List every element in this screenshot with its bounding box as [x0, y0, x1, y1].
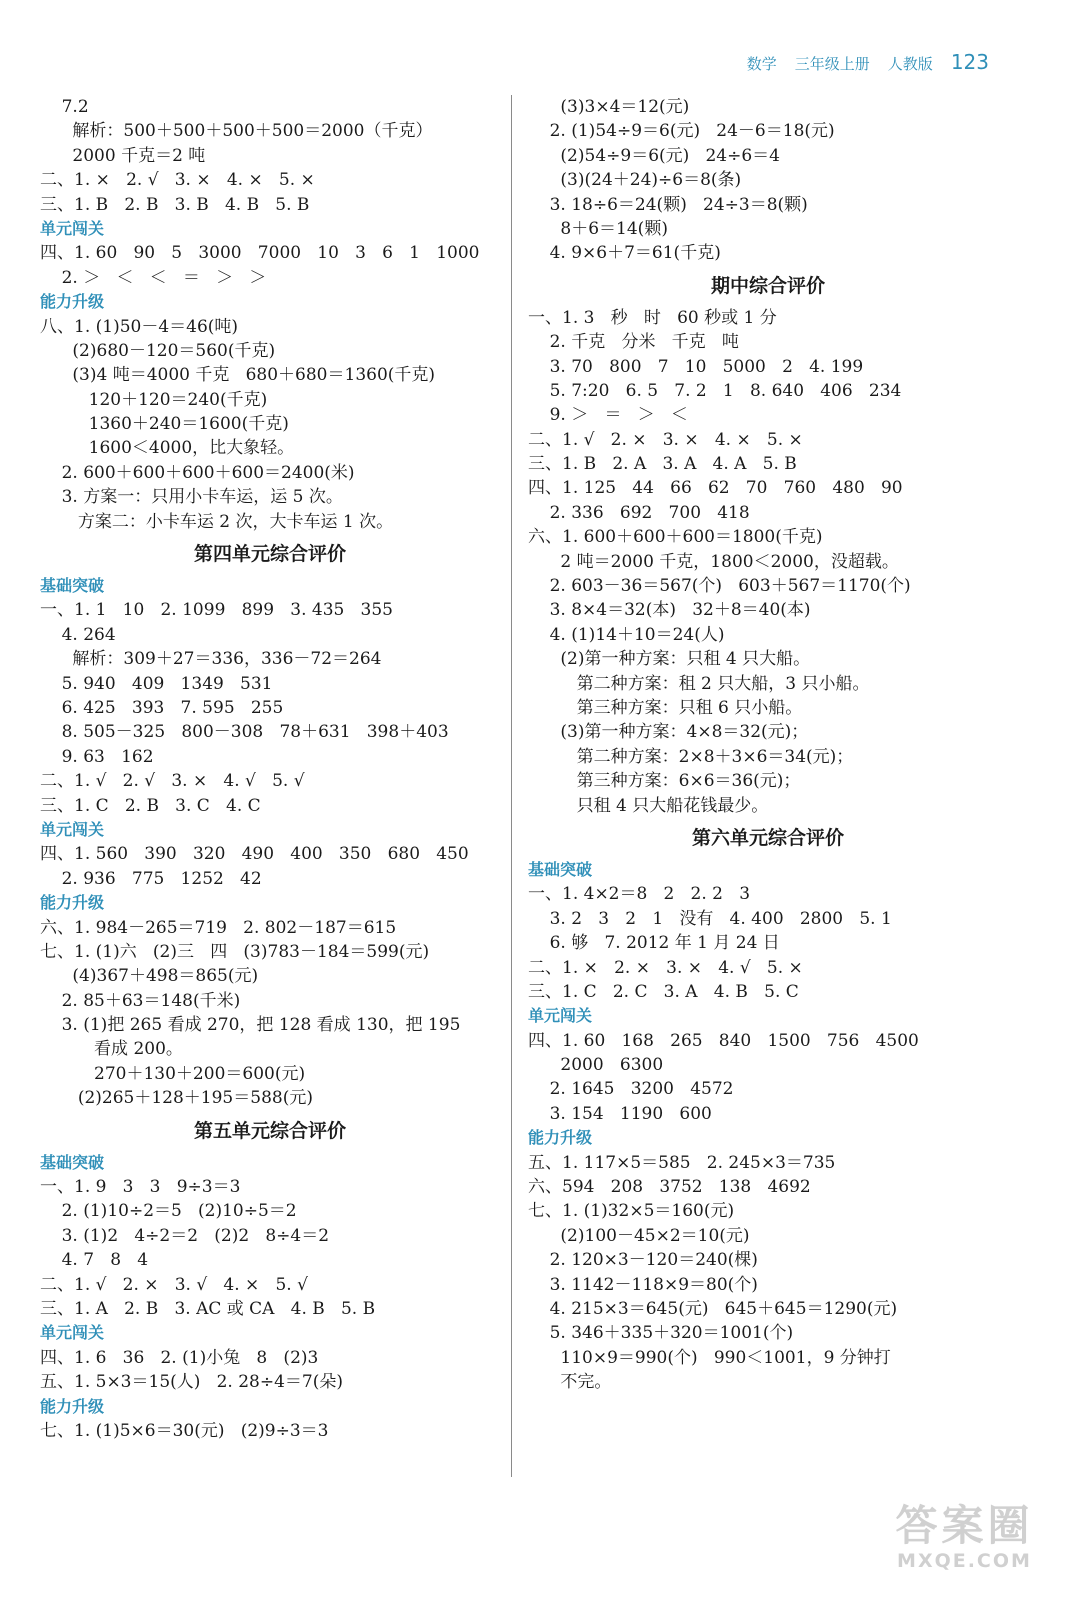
answer-line: 110×9＝990(个) 990＜1001，9 分钟打 [528, 1347, 891, 1368]
answer-line: 七、1. (1)5×6＝30(元) (2)9÷3＝3 [40, 1420, 329, 1441]
subsection-label: 能力升级 [40, 292, 105, 312]
section-title: 第六单元综合评价 [691, 826, 844, 849]
answer-line: 2 吨＝2000 千克，1800＜2000，没超载。 [528, 551, 899, 572]
answer-line: 120＋120＝240(千克) [40, 389, 268, 410]
answer-line: 3. 70 800 7 10 5000 2 4. 199 [528, 356, 864, 377]
answer-line: 9. 63 162 [40, 746, 154, 767]
answer-line: 不完。 [528, 1372, 612, 1393]
answer-line: 二、1. √ 2. × 3. × 4. × 5. × [528, 429, 803, 450]
answer-line: 3. 8×4＝32(本) 32＋8＝40(本) [528, 600, 811, 621]
answer-line: 8＋6＝14(颗) [528, 218, 668, 239]
watermark-text: 答案圈 [895, 1501, 1034, 1550]
answer-line: 一、1. 9 3 3 9÷3＝3 [40, 1177, 241, 1198]
answer-line: 五、1. 117×5＝585 2. 245×3＝735 [528, 1152, 836, 1173]
answer-line: (3)(24＋24)÷6＝8(条) [528, 170, 742, 191]
answer-line: 2. (1)10÷2＝5 (2)10÷5＝2 [40, 1201, 297, 1222]
answer-line: 7.2 [40, 97, 89, 117]
answer-line: 二、1. √ 2. × 3. √ 4. × 5. √ [40, 1274, 308, 1295]
left-column [40, 95, 500, 1443]
answer-line: 三、1. C 2. B 3. C 4. C [40, 795, 261, 816]
answer-line: 四、1. 6 36 2. (1)小兔 8 (2)3 [40, 1347, 319, 1368]
answer-line: 方案二：小卡车运 2 次，大卡车运 1 次。 [40, 511, 394, 532]
answer-line: 第三种方案：6×6＝36(元)； [528, 771, 801, 792]
answer-line: 2. 85＋63＝148(千米) [40, 990, 241, 1011]
answer-line: 七、1. (1)32×5＝160(元) [528, 1201, 735, 1222]
answer-line: 4. 7 8 4 [40, 1250, 149, 1271]
section-title: 期中综合评价 [710, 274, 825, 297]
answer-line: 二、1. × 2. √ 3. × 4. × 5. × [40, 170, 315, 191]
answer-line: 三、1. B 2. A 3. A 4. A 5. B [528, 454, 797, 475]
answer-line: 2. 603－36＝567(个) 603＋567＝1170(个) [528, 576, 911, 597]
subsection-label: 基础突破 [40, 1152, 105, 1172]
answer-line: 4. 9×6＋7＝61(千克) [528, 243, 721, 264]
answer-line: (2)第一种方案：只租 4 只大船。 [528, 649, 811, 670]
answer-line: 四、1. 560 390 320 490 400 350 680 450 [40, 844, 469, 865]
answer-line: 3. 1142－118×9＝80(个) [528, 1274, 758, 1295]
answer-line: 4. (1)14＋10＝24(人) [528, 624, 725, 645]
answer-line: 2000 千克＝2 吨 [40, 145, 206, 166]
answer-line: 第二种方案：2×8＋3×6＝34(元)； [528, 746, 854, 767]
answer-line: 3. (1)2 4÷2＝2 (2)2 8÷4＝2 [40, 1225, 330, 1246]
subsection-label: 单元闯关 [40, 218, 105, 238]
section-title: 第四单元综合评价 [193, 543, 346, 566]
answer-line: 2. 600＋600＋600＋600＝2400(米) [40, 462, 355, 483]
answer-line: 2. ＞ ＜ ＜ ＝ ＞ ＞ [40, 267, 267, 288]
subsection-label: 能力升级 [40, 893, 105, 913]
answer-line: 2. 936 775 1252 42 [40, 868, 262, 889]
section-title: 第五单元综合评价 [193, 1119, 346, 1142]
answer-line: (2)100－45×2＝10(元) [528, 1225, 750, 1246]
answer-line: 七、1. (1)六 (2)三 四 (3)783－184＝599(元) [40, 941, 430, 962]
answer-line: 2. (1)54÷9＝6(元) 24－6＝18(元) [528, 121, 835, 142]
answer-line: (3)3×4＝12(元) [528, 97, 690, 117]
answer-line: 解析：309＋27＝336，336－72＝264 [40, 649, 382, 670]
subject-label: 数学 [746, 55, 777, 73]
answer-line: 3. 方案一：只用小卡车运，运 5 次。 [40, 487, 343, 508]
answer-line: 9. ＞ ＝ ＞ ＜ [528, 405, 688, 426]
answer-line: (3)第一种方案：4×8＝32(元)； [528, 722, 809, 743]
answer-line: (4)367＋498＝865(元) [40, 966, 259, 987]
answer-line: 只租 4 只大船花钱最少。 [528, 795, 769, 816]
watermark-url: MXQE.COM [897, 1550, 1032, 1572]
answer-line: (2)54÷9＝6(元) 24÷6＝4 [528, 145, 780, 166]
answer-line: 2. 千克 分米 千克 吨 [528, 332, 739, 353]
answer-line: 六、1. 984－265＝719 2. 802－187＝615 [40, 917, 397, 938]
answer-line: 八、1. (1)50－4＝46(吨) [40, 316, 239, 337]
answer-line: 1360＋240＝1600(千克) [40, 414, 289, 435]
answer-line: 四、1. 60 90 5 3000 7000 10 3 6 1 1000 [40, 243, 480, 264]
subsection-label: 单元闯关 [528, 1006, 593, 1026]
answer-line: 4. 215×3＝645(元) 645＋645＝1290(元) [528, 1298, 898, 1319]
page-number: 123 [950, 50, 989, 74]
right-column [528, 95, 1008, 1395]
answer-line: 二、1. × 2. × 3. × 4. √ 5. × [528, 957, 803, 978]
subsection-label: 基础突破 [528, 859, 593, 879]
answer-line: 5. 940 409 1349 531 [40, 673, 273, 694]
answer-line: 看成 200。 [40, 1039, 183, 1060]
answer-line: (2)680－120＝560(千克) [40, 340, 276, 361]
answer-line: 8. 505－325 800－308 78＋631 398＋403 [40, 722, 449, 743]
answer-line: 3. 2 3 2 1 没有 4. 400 2800 5. 1 [528, 908, 892, 929]
answer-line: 270＋130＋200＝600(元) [40, 1063, 306, 1084]
answer-line: 三、1. B 2. B 3. B 4. B 5. B [40, 194, 310, 215]
answer-line: 4. 264 [40, 624, 116, 645]
answer-line: 三、1. A 2. B 3. AC 或 CA 4. B 5. B [40, 1298, 376, 1319]
answer-line: 第三种方案：只租 6 只小船。 [528, 697, 803, 718]
column-divider [511, 95, 512, 1477]
answer-line: 一、1. 3 秒 时 60 秒或 1 分 [528, 307, 777, 328]
answer-line: 六、594 208 3752 138 4692 [528, 1177, 811, 1198]
subsection-label: 单元闯关 [40, 819, 105, 839]
answer-line: 2000 6300 [528, 1055, 664, 1076]
answer-line: 3. (1)把 265 看成 270，把 128 看成 130，把 195 [40, 1015, 461, 1036]
answer-line: 一、1. 1 10 2. 1099 899 3. 435 355 [40, 600, 393, 621]
answer-line: 3. 154 1190 600 [528, 1103, 712, 1124]
subsection-label: 能力升级 [40, 1396, 105, 1416]
answer-line: 一、1. 4×2＝8 2 2. 2 3 [528, 884, 751, 905]
answer-line: 三、1. C 2. C 3. A 4. B 5. C [528, 981, 799, 1002]
answer-line: 四、1. 60 168 265 840 1500 756 4500 [528, 1030, 919, 1051]
answer-line: 5. 346＋335＋320＝1001(个) [528, 1323, 794, 1344]
answer-line: 5. 7:20 6. 5 7. 2 1 8. 640 406 234 [528, 380, 902, 401]
answer-line: (2)265＋128＋195＝588(元) [40, 1088, 313, 1109]
answer-line: 解析：500＋500＋500＋500＝2000（千克） [40, 121, 433, 142]
answer-line: 2. 1645 3200 4572 [528, 1079, 734, 1100]
page-header [747, 50, 989, 74]
answer-line: 二、1. √ 2. √ 3. × 4. √ 5. √ [40, 771, 305, 792]
subsection-label: 单元闯关 [40, 1323, 105, 1343]
answer-line: 6. 425 393 7. 595 255 [40, 697, 284, 718]
answer-line: 五、1. 5×3＝15(人) 2. 28÷4＝7(朵) [40, 1372, 344, 1393]
answer-line: 第二种方案：租 2 只大船，3 只小船。 [528, 673, 870, 694]
subsection-label: 能力升级 [528, 1128, 593, 1148]
answer-line: 1600＜4000，比大象轻。 [40, 438, 295, 459]
answer-line: (3)4 吨＝4000 千克 680＋680＝1360(千克) [40, 365, 436, 386]
answer-line: 六、1. 600＋600＋600＝1800(千克) [528, 527, 823, 548]
answer-line: 3. 18÷6＝24(颗) 24÷3＝8(颗) [528, 194, 808, 215]
answer-line: 6. 够 7. 2012 年 1 月 24 日 [528, 933, 780, 954]
answer-line: 四、1. 125 44 66 62 70 760 480 90 [528, 478, 903, 499]
answer-line: 2. 336 692 700 418 [528, 502, 750, 523]
edition-label: 人教版 [887, 55, 933, 73]
watermark-logo [872, 1502, 1057, 1582]
answer-line: 2. 120×3－120＝240(棵) [528, 1250, 758, 1271]
subsection-label: 基础突破 [40, 576, 105, 596]
grade-label: 三年级上册 [794, 55, 870, 73]
